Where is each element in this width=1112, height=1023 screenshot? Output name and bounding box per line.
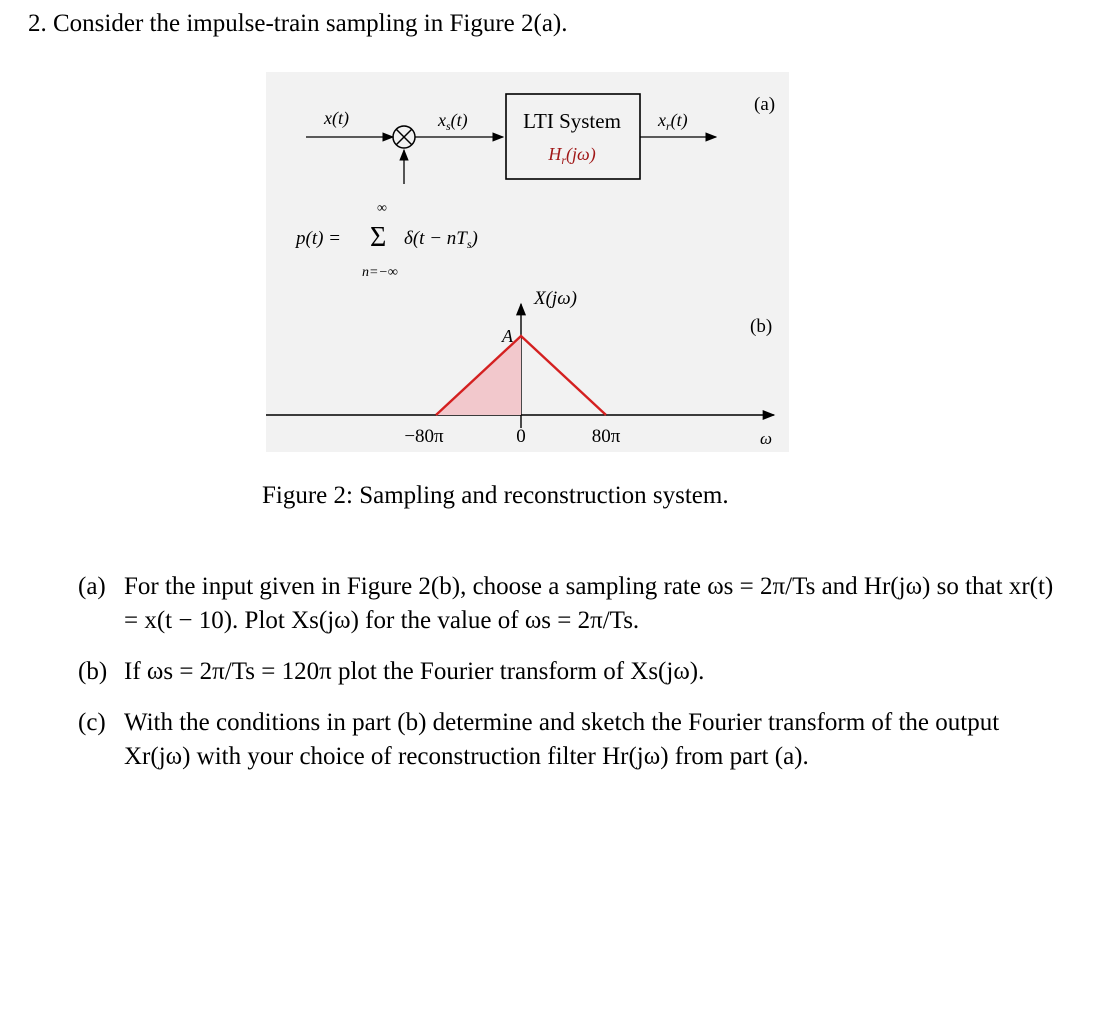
hr-arg: (jω) — [565, 144, 596, 164]
part-a-text: For the input given in Figure 2(b), choose a sampling rate ωs = 2π/Ts and Hr(jω) so that xr(t) = x(t − 10). Plot Xs(jω) for the value of ωs = 2π/Ts. — [124, 573, 1054, 634]
sum-body — [404, 228, 478, 251]
panel-b-label: (b) — [750, 316, 773, 337]
figure-2 — [266, 72, 789, 452]
spectrum-label: X(jω) — [534, 288, 577, 309]
part-a — [78, 570, 1068, 638]
sum-upper-limit: ∞ — [377, 201, 387, 216]
input-signal-label: x(t) — [324, 108, 349, 128]
sum-body-sub: s — [466, 237, 472, 251]
figure-diagram — [266, 72, 789, 452]
figure-caption: Figure 2: Sampling and reconstruction system. — [262, 482, 729, 509]
xr-signal: x — [658, 110, 666, 130]
question-title: 2. Consider the impulse-train sampling in Figure 2(a). — [28, 10, 568, 37]
part-a-label: (a) — [78, 573, 106, 600]
lti-transfer-function — [547, 144, 595, 167]
peak-label: A — [502, 326, 513, 346]
xs-arg: (t) — [450, 110, 468, 130]
part-c-text: With the conditions in part (b) determine and sketch the Fourier transform of the output Xr(jω) with your choice of reconstruction filter Hr(jω) from part (a). — [124, 709, 1000, 770]
hr-sub: r — [561, 153, 566, 167]
xr-label — [657, 110, 688, 133]
sum-symbol: Σ — [370, 222, 387, 253]
part-c-label: (c) — [78, 709, 106, 736]
lti-system-box — [506, 94, 640, 179]
xs-label — [437, 110, 468, 133]
xs-signal: x — [438, 110, 446, 130]
tick-pos-80pi: 80π — [591, 426, 621, 447]
lti-system-label: LTI System — [523, 109, 621, 133]
xr-arg: (t) — [670, 110, 688, 130]
sum-body-main: δ(t − nT — [404, 228, 467, 249]
hr-sym: H — [548, 144, 562, 164]
tick-zero: 0 — [516, 426, 526, 447]
xr-sub: r — [666, 119, 671, 133]
xs-sub: s — [446, 119, 451, 133]
part-b — [78, 655, 1068, 689]
part-b-label: (b) — [78, 658, 108, 685]
part-b-text: If ωs = 2π/Ts = 120π plot the Fourier transform of Xs(jω). — [124, 658, 705, 685]
sum-lower-limit: n=−∞ — [362, 265, 398, 280]
panel-a-label: (a) — [754, 94, 776, 115]
part-c — [78, 706, 1068, 774]
question-parts — [78, 570, 1068, 791]
tick-neg-80pi: −80π — [404, 426, 444, 447]
p-lhs: p(t) = — [296, 228, 342, 249]
sum-body-end: ) — [471, 228, 478, 249]
omega-axis-label: ω — [760, 429, 773, 448]
